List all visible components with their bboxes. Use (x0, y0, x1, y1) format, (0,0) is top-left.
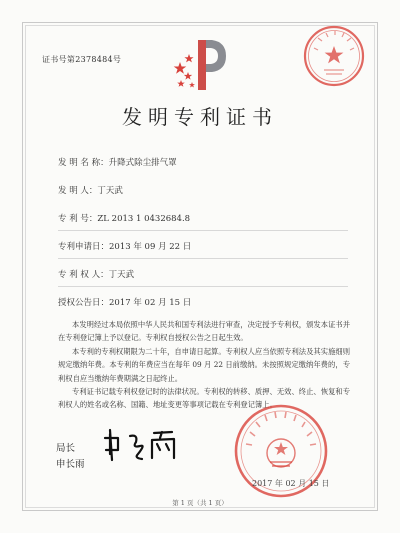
field-grant-date (58, 296, 191, 308)
field-value: 2017 年 02 月 15 日 (109, 298, 192, 308)
certificate-body (58, 318, 350, 412)
director-name: 申长雨 (56, 459, 85, 470)
field-label: 发 明 名 称： (58, 158, 109, 168)
certificate-number: 证书号第2378484号 (42, 55, 122, 64)
field-label: 专利申请日： (58, 242, 110, 252)
body-paragraph: 专利证书记载专利权登记时的法律状况。专利权的转移、质押、无效、终止、恢复和专利权人的姓名或名称、国籍、地址变更等事项记载在专利登记簿上。 (58, 387, 350, 410)
divider (58, 286, 348, 287)
field-value: 升降式除尘排气罩 (108, 158, 177, 168)
field-label: 专 利 权 人： (58, 270, 109, 280)
certificate-title: 发明专利证书 (122, 105, 278, 129)
director-title: 局长 (56, 443, 76, 454)
field-label: 发 明 人： (58, 186, 98, 196)
field-patentee (58, 268, 134, 280)
field-invention-name (58, 156, 177, 168)
field-label: 专 利 号： (58, 214, 98, 224)
director-signature-icon (102, 426, 184, 464)
field-inventor (58, 184, 123, 196)
field-label: 授权公告日： (58, 298, 110, 308)
field-value: 丁天武 (108, 270, 135, 280)
page-footer: 第 1 页（共 1 页） (172, 499, 228, 507)
official-seal-icon (302, 24, 366, 88)
field-value: 2013 年 09 月 22 日 (109, 242, 192, 252)
body-paragraph: 本专利的专利权期限为二十年，自申请日起算。专利权人应当依照专利法及其实施细则规定缴纳年费。本专利的年费应当在每年 09 月 22 日前缴纳。未按照规定缴纳年费的，专利权自应当缴纳年费期满之日起终止。 (58, 346, 350, 383)
divider (58, 230, 348, 231)
field-patent-number (58, 212, 190, 224)
field-value: 丁天武 (97, 186, 123, 196)
seal-date: 2017 年 02 月 15 日 (252, 479, 330, 488)
body-paragraph: 本发明经过本局依照中华人民共和国专利法进行审查，决定授予专利权，颁发本证书并在专利登记簿上予以登记。专利权自授权公告之日起生效。 (58, 320, 350, 343)
field-application-date (58, 240, 191, 252)
field-value: ZL 2013 1 0432684.8 (97, 214, 191, 224)
divider (58, 258, 348, 259)
patent-office-logo-icon (168, 32, 234, 98)
